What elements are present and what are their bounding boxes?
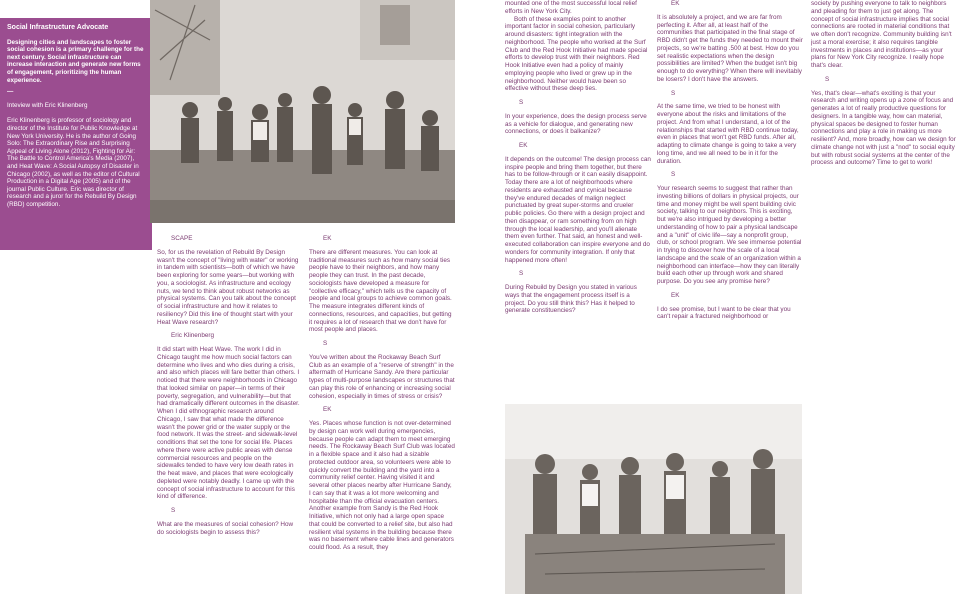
paragraph: It depends on the outcome! The design process can inspire people and bring them together, but there has to be follow-through or it can easily disappoint. Today there are a lot of neighborhoods where residents are exhausted and cynical because they've endured decades of malign neglect punctuated by great super-storms and crueler public policies. Go there with a design project and then disappear, or ram something from on high through the local leadership, and you'll alienate them even further. That said, an honest and well-executed collaboration can inspire everyone and do wonders for community integration. If only that happened more often! (505, 155, 651, 264)
sidebar-subtitle: Inteview with Eric Klinenberg (7, 101, 88, 109)
bottom-photo (505, 404, 802, 594)
sidebar-box (0, 18, 152, 250)
paragraph: society by pushing everyone to talk to neighbors and pleading for them to just get along. The concept of social infrastructure implies that social connections are rooted in material conditions that we often don't recognize. Community building isn't just a moral exercise; it also requires tangible investments in places and institutions—as your plans for New York City recognize. I really hope that's clear. (811, 0, 952, 69)
text-column-4 (657, 0, 803, 398)
speaker-label: EK (671, 0, 680, 7)
paragraph: Yes, that's clear—what's exciting is that your research and writing opens up a zone of focus and generates a lot of really productive questions for designers. In a tangible way, how can material, physical spaces be designed to foster human connections and play a role in making us more resilient? And, more broadly, how can we design for climate change not with just a "nod" to social equity but with robust social systems at the center of the process and outcome? Time to get to work! (811, 89, 956, 167)
speaker-label: S (171, 507, 176, 514)
text-column-2 (309, 235, 455, 597)
speaker-label: Eric Klinenberg (171, 332, 215, 340)
paragraph: In your experience, does the design process serve as a vehicle for dialogue, and generating new connections, or does it balkanize? (505, 112, 647, 136)
speaker-label: S (671, 171, 676, 179)
paragraph: Your research seems to suggest that rather than investing billions of dollars in physical projects, our time and money might be well spent building civic society, talking to our neighbors. This is exciting, but we're also intrigued by developing a better understanding of how to pair a physical landscape and a "unit" of civic life—say a nonprofit group, club, or school program. We see immense potential in trying to discover how the scale of a local landscape and the scale of an organization within a neighborhood can interface—how they can literally build each other up through work and shared purpose. Do you see any promise here? (657, 185, 802, 285)
speaker-label: S (323, 340, 328, 347)
speaker-label: EK (671, 291, 680, 299)
speaker-label: EK (323, 235, 332, 242)
paragraph: Both of these examples point to another important factor in social cohesion, particularly around disasters: tight integration with the neighborhood. The people who worked at the Surf Club and the Red Hook Initiative had made special efforts to develop trust with their neighbors. Red Hook Initiative even had a policy of mainly employing people who lived or grew up in the neighborhood. Neither would have been so effective without these deep ties. (505, 15, 648, 93)
paragraph: During Rebuild by Design you stated in various ways that the engagement process itself is a project. Do you still think this? Has it helped to generate constituencies? (505, 284, 637, 315)
text-column-5 (811, 0, 957, 230)
paragraph: It is absolutely a project, and we are far from perfecting it. After all, at least half of the communities that participated in the final stage of RBD didn't get the funds they needed to mount their projects, so we're batting .500 at best. How do you set realistic expectations when the design possibilities are limited? When the budget isn't big enough to do everything? When there will inevitably be losers? I don't have the answers. (657, 13, 803, 83)
paragraph: At the same time, we tried to be honest with everyone about the risks and limitations of the project. And from what I understand, a lot of the relationships that started with RBD continue today, even in places that won't get RBD funds. After all, adapting to climate change is going to take a very long time, and we all need to be in it for the duration. (657, 103, 799, 165)
text-column-1 (157, 235, 300, 597)
speaker-label: S (825, 75, 830, 83)
paragraph: Yes. Places whose function is not over-determined by design can work well during emergencies, because people can adapt them to meet emerging needs. The Rockaway Beach Surf Club was located in a flexible space and it also had a sizable protected outdoor area, so volunteers were able to quickly convert the building and the yard into a community relief center. Having visited it and several other places nearby after Hurricane Sandy, I can say that it was a lot more welcoming and hospitable than the official evacuation centers. Another example from Sandy is the Red Hook Initiative, which not only had a large open space that could be converted to a relief site, but also had resilient vital systems in the building because there was no basement where cable lines and generators could flood. As a result, they (309, 420, 455, 551)
speaker-label: EK (519, 142, 528, 149)
speaker-label: EK (323, 406, 332, 414)
speaker-label: S (671, 89, 676, 97)
top-photo (150, 0, 455, 223)
text-column-3 (505, 0, 651, 390)
sidebar-title: Social Infrastructure Advocate (7, 24, 109, 31)
paragraph: What are the measures of social cohesion? How do sociologists begin to assess this? (157, 520, 294, 536)
sidebar-dash: — (7, 88, 14, 96)
sidebar-bio: Eric Klinenberg is professor of sociology and director of the Institute for Public Knowledge at New York University. He is the author of Going Solo: The Extraordinary Rise and Surprising Appeal of Living Alone (2012), Fighting for Air: The Battle to Control America's Media (2007), and Heat Wave: A Social Autopsy of Disaster in Chicago (2002), as well as the editor of Cultural Production in a Digital Age (2005) and of the journal Public Culture. Eric was director of research and a juror for the Rebuild By Design (RBD) competition. (7, 117, 140, 208)
sidebar-intro: Designing cities and landscapes to foster social cohesion is a primary challenge for the next century. Social infrastructure can increase interaction and generate new forms of engagement, prioritizing the human experience. (7, 38, 144, 84)
speaker-label: S (519, 270, 524, 278)
paragraph: You've written about the Rockaway Beach Surf Club as an example of a "reserve of strength" in the aftermath of Hurricane Sandy. Are there particular types of multi-purpose landscapes or structures that can play this role of enhancing or increasing social cohesion, especially in times of stress or crisis? (309, 353, 455, 400)
paragraph: It did start with Heat Wave. The work I did in Chicago taught me how much social factors can determine who lives and who dies during a crisis, and also which places will fare better than others. I noticed that there were neighborhoods in Chicago that looked similar on paper—in terms of their poverty, segregation, and vulnerability—but that had dramatically different outcomes in the disaster. When I did ethnographic research around Chicago, I saw that what made the difference wasn't the power grid or the water supply or the food network. It was the street- and sidewalk-level conditions that set the tone for social life. Places where there were active public areas with dense commercial resources and people on the sidewalks tended to have very low death rates in the heat wave, and places that were ecologically depleted were notably deadly. I came up with the concept of social infrastructure to account for this kind of difference. (157, 346, 300, 501)
paragraph: So, for us the revelation of Rebuild By Design wasn't the concept of "living with water" or working in tandem with scientists—both of which we have been exploring for some years—but working with you, a sociologist. As infrastructure and ecology nuts, we tend to think about robust networks as physical systems. Can you talk about the concept of social infrastructure and how it relates to resiliency? Did this line of thought start with your Heat Wave research? (157, 248, 299, 326)
speaker-label: SCAPE (171, 235, 193, 242)
paragraph: There are different measures. You can look at traditional measures such as how many social ties people have to their neighbors, and how many people they can trust. In the past decade, sociologists have developed a measure for "collective efficacy," which tells us the capacity of people and local groups to achieve common goals. The measure integrates different kinds of connections, resources, and capacities, but getting it requires a lot of research that we don't have for most people and places. (309, 248, 452, 334)
speaker-label: S (519, 99, 524, 106)
paragraph: I do see promise, but I want to be clear that you can't repair a fractured neighborhood or (657, 305, 791, 321)
paragraph: mounted one of the most successful local relief efforts in New York City. (505, 0, 637, 15)
